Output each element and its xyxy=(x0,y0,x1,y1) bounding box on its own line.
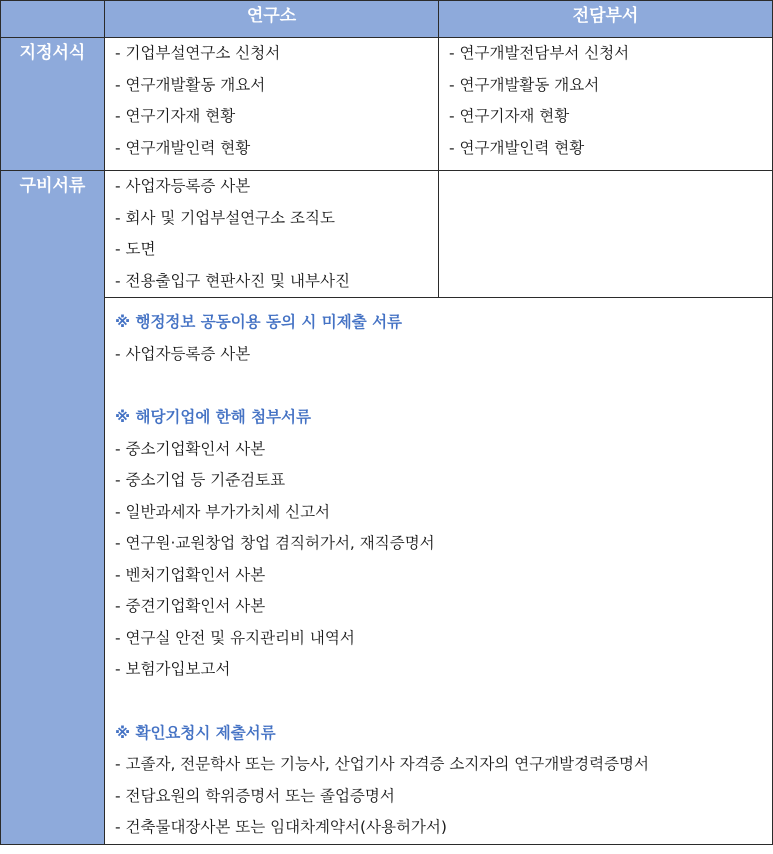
required-row-top xyxy=(1,171,773,298)
section-title: ※ 확인요청시 제출서류 xyxy=(115,723,276,742)
list-item: - 보험가입보고서 xyxy=(115,660,231,678)
designation-label: 지정서식 xyxy=(1,38,105,171)
header-dept: 전담부서 xyxy=(439,1,773,38)
header-corner xyxy=(1,1,105,38)
list-item: - 벤처기업확인서 사본 xyxy=(115,565,266,584)
list-item: - 연구기자재 현황 xyxy=(449,107,570,125)
header-lab: 연구소 xyxy=(105,1,439,38)
spacer xyxy=(105,686,772,718)
list-item: - 중소기업확인서 사본 xyxy=(115,439,266,458)
section-title: ※ 해당기업에 한해 첨부서류 xyxy=(115,408,311,426)
required-common-cell xyxy=(105,298,773,845)
list-item: - 전용출입구 현판사진 및 내부사진 xyxy=(115,271,350,290)
list-item: - 기업부설연구소 신청서 xyxy=(115,44,281,62)
required-lab-cell xyxy=(105,171,439,298)
list-item: - 연구기자재 현황 xyxy=(115,107,236,125)
list-item: - 사업자등록증 사본 xyxy=(115,344,251,363)
designation-row xyxy=(1,38,773,171)
list-item: - 회사 및 기업부설연구소 조직도 xyxy=(115,208,335,227)
list-item: - 건축물대장사본 또는 임대차계약서(사용허가서) xyxy=(115,818,447,836)
required-dept-cell xyxy=(439,171,773,298)
section-title: ※ 행정정보 공동이용 동의 시 미제출 서류 xyxy=(115,313,403,331)
header-row xyxy=(1,1,773,38)
list-item: - 연구개발전담부서 신청서 xyxy=(449,44,630,62)
required-row-bottom xyxy=(1,298,773,845)
list-item: - 연구실 안전 및 유지관리비 내역서 xyxy=(115,628,355,647)
required-label: 구비서류 xyxy=(1,171,105,845)
list-item: - 연구개발활동 개요서 xyxy=(449,75,600,94)
list-item: - 중소기업 등 기준검토표 xyxy=(115,471,286,489)
list-item: - 연구개발활동 개요서 xyxy=(115,75,266,94)
spacer xyxy=(105,370,772,402)
designation-lab-cell xyxy=(105,38,439,171)
list-item: - 도면 xyxy=(115,240,156,258)
list-item: - 전담요원의 학위증명서 또는 졸업증명서 xyxy=(115,786,395,805)
list-item: - 연구개발인력 현황 xyxy=(115,138,251,157)
list-item: - 사업자등록증 사본 xyxy=(115,177,251,195)
list-item: - 중견기업확인서 사본 xyxy=(115,597,266,615)
designation-dept-cell xyxy=(439,38,773,171)
list-item: - 일반과세자 부가가치세 신고서 xyxy=(115,502,331,521)
list-item: - 연구개발인력 현황 xyxy=(449,138,585,157)
list-item: - 고졸자, 전문학사 또는 기능사, 산업기사 자격증 소지자의 연구개발경력증명서 xyxy=(115,755,650,773)
list-item: - 연구원·교원창업 창업 겸직허가서, 재직증명서 xyxy=(115,534,435,552)
